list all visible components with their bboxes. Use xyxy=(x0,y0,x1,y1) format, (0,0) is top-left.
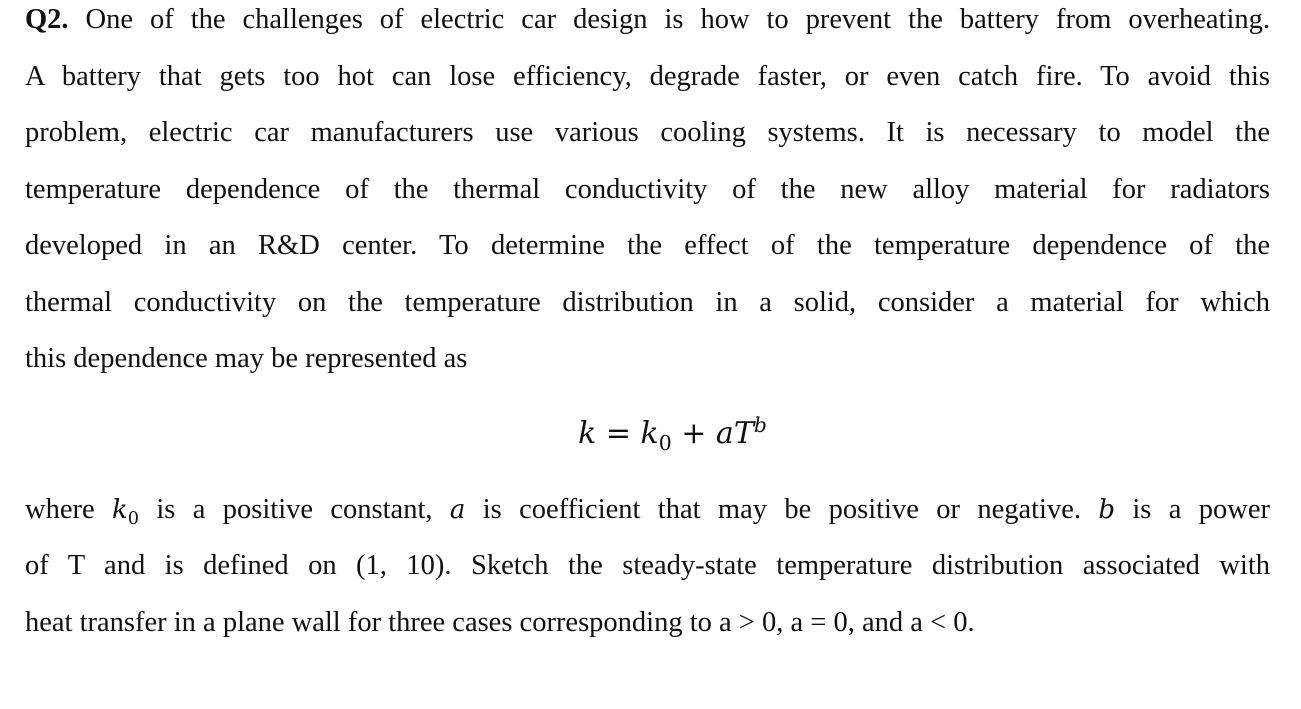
question-number: Q2. xyxy=(25,4,69,35)
explanation-line-3: heat transfer in a plane wall for three cases corresponding to a > 0, a = 0, and a < 0. xyxy=(25,607,975,638)
symbol-b: b xyxy=(1098,495,1116,525)
equation-plus: + xyxy=(681,416,707,451)
equation-k: k xyxy=(578,416,597,451)
question-line-2: A battery that gets too hot can lose efficiency, degrade faster, or even catch fire. To avoid this xyxy=(25,61,1270,92)
equation-a: a xyxy=(715,416,734,451)
equation-k0: $k_0$ xyxy=(640,416,672,456)
symbol-k0: $k_0$ xyxy=(112,495,140,530)
explanation-line-1: where $k_0$ is a positive constant, a is coefficient that may be positive or negative. b is a power xyxy=(25,494,1270,530)
conductivity-equation xyxy=(25,414,1270,456)
question-line-6: thermal conductivity on the temperature distribution in a solid, consider a material for which xyxy=(25,287,1270,318)
explanation-line-2: of T and is defined on (1, 10). Sketch the steady-state temperature distribution associated with xyxy=(25,550,1270,581)
question-line-4: temperature dependence of the thermal conductivity of the new alloy material for radiators xyxy=(25,174,1270,205)
question-line-5: developed in an R&D center. To determine the effect of the temperature dependence of the xyxy=(25,230,1270,261)
symbol-a: a xyxy=(449,495,466,525)
equation-equals: = xyxy=(605,416,631,451)
question-line-3: problem, electric car manufacturers use various cooling systems. It is necessary to model the xyxy=(25,117,1270,148)
question-line-1 xyxy=(25,0,1270,40)
question-text-line-1: One of the challenges of electric car design is how to prevent the battery from overheating. xyxy=(85,4,1271,35)
equation-T: $T^b$ xyxy=(733,412,767,451)
question-line-7: this dependence may be represented as xyxy=(25,343,468,374)
